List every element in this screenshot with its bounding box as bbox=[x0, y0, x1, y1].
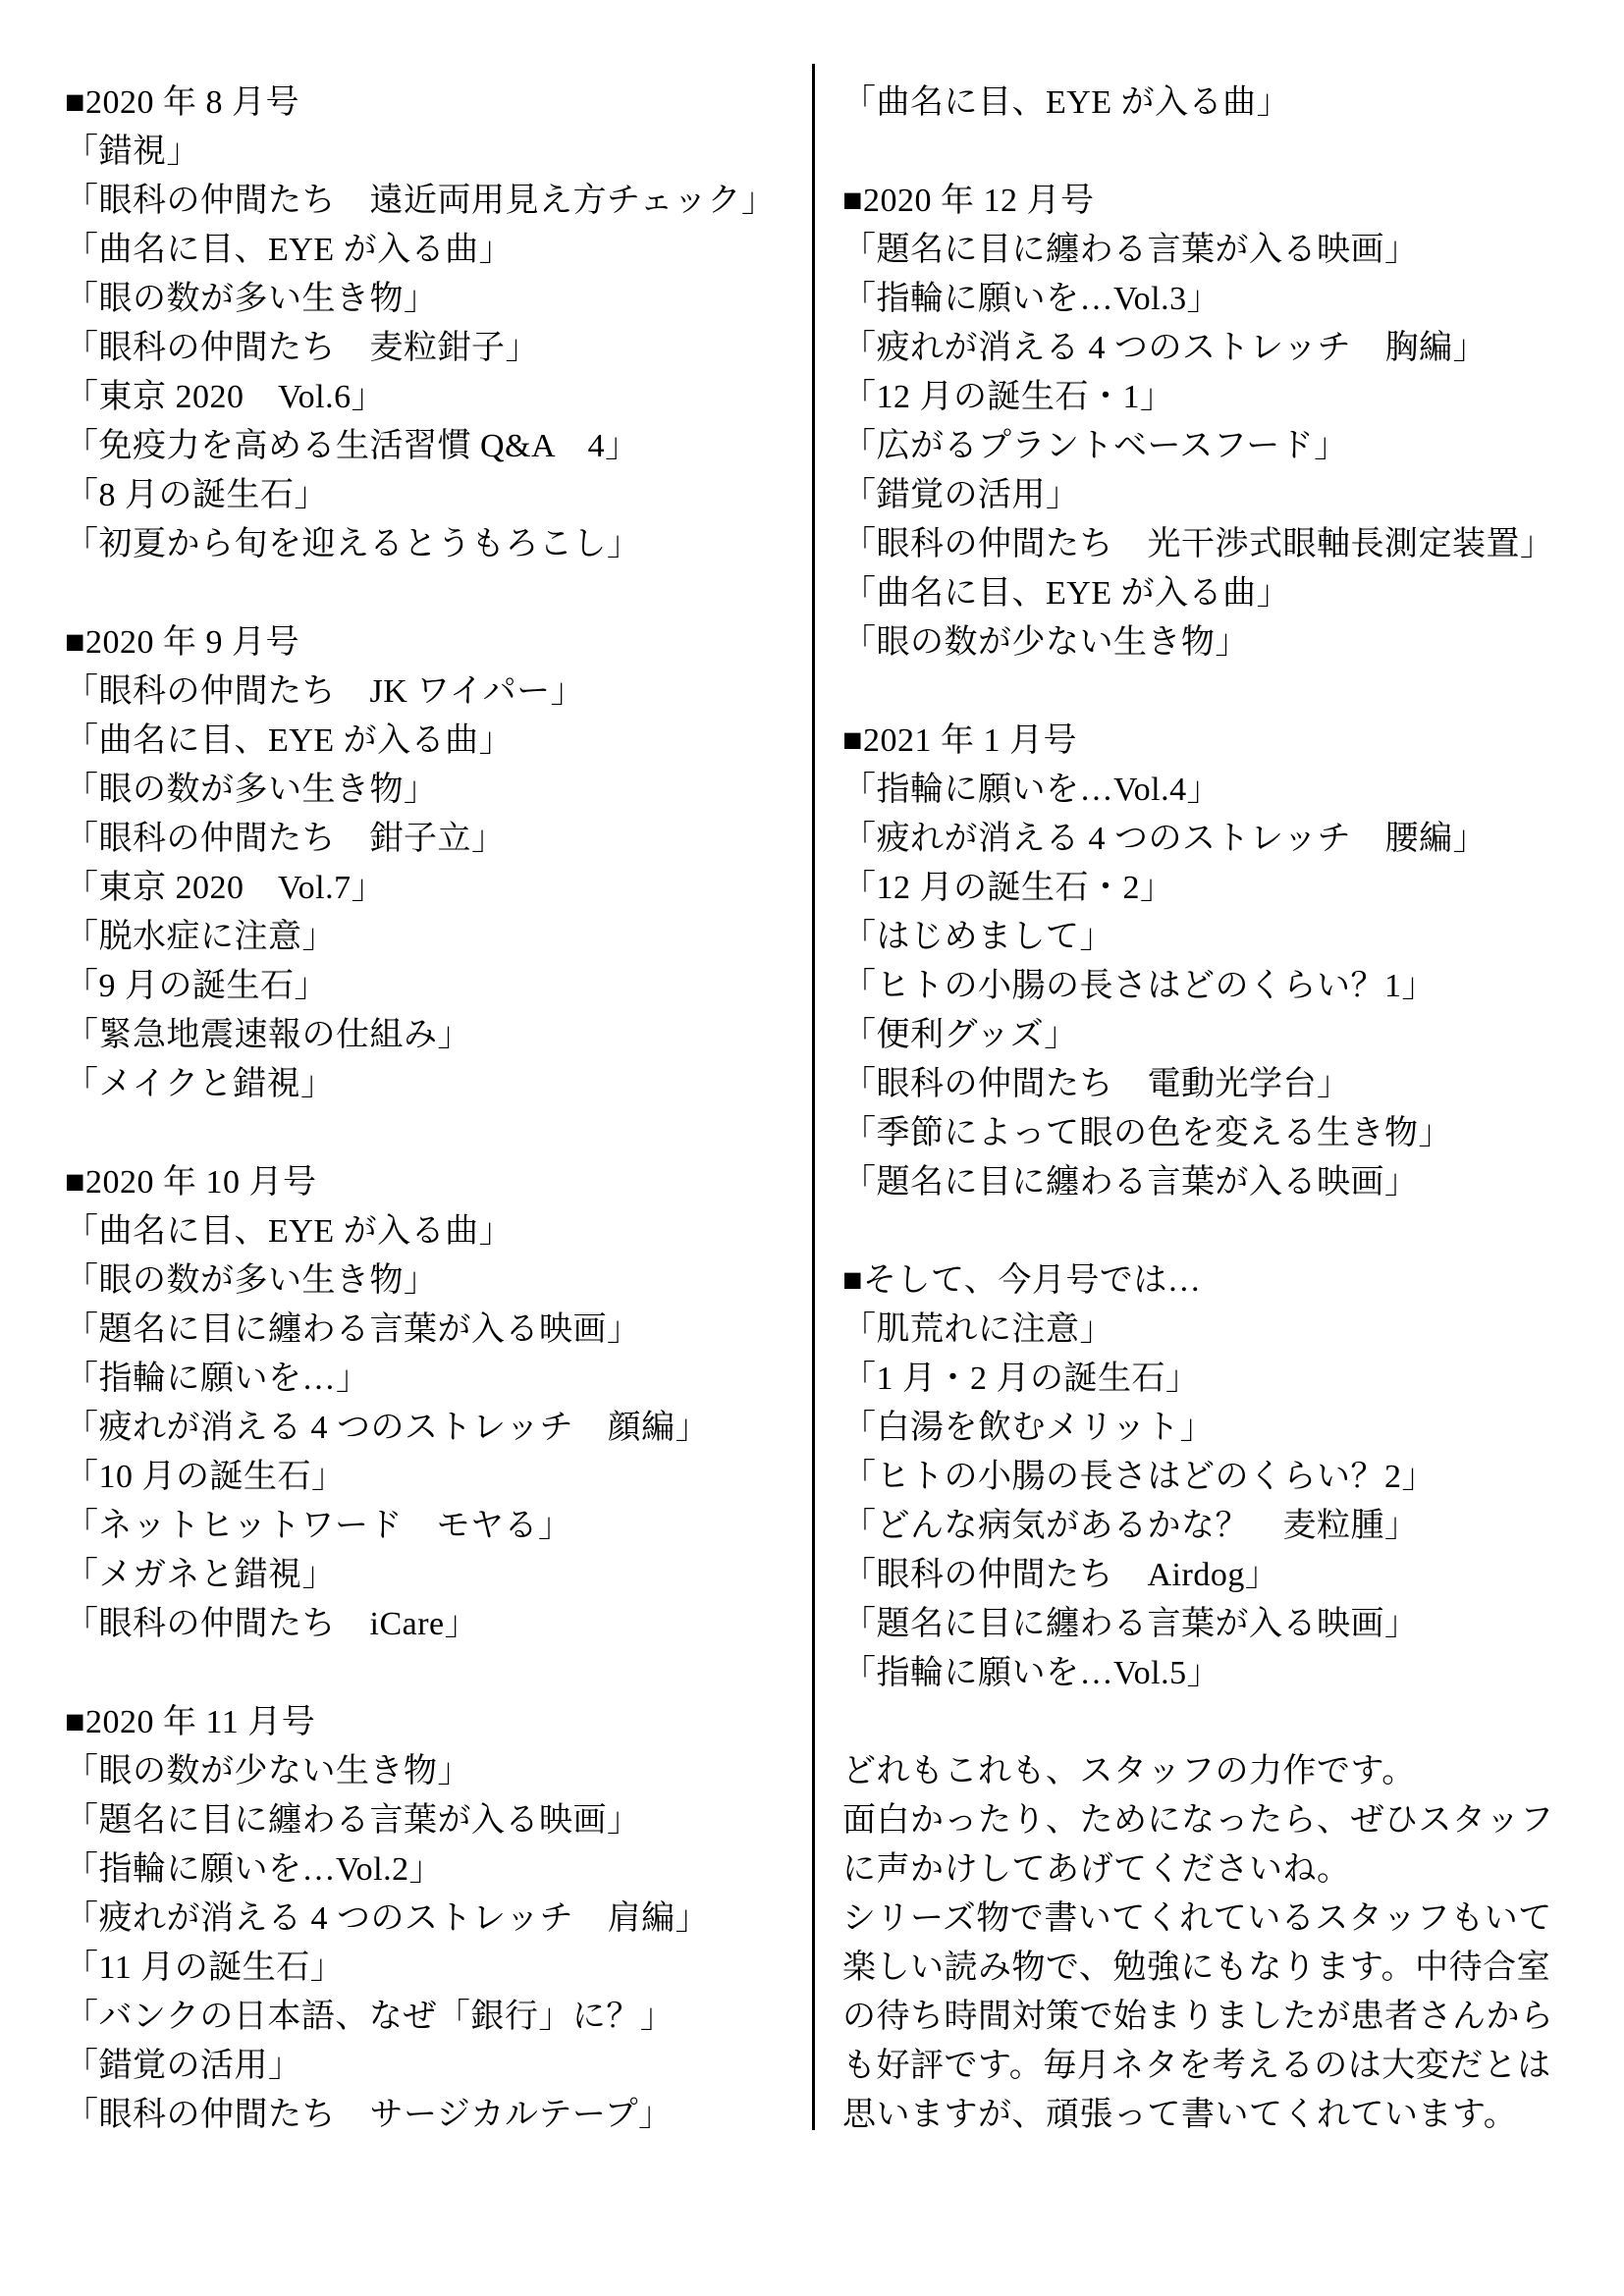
article-title: 「指輪に願いを…Vol.3」 bbox=[842, 281, 1221, 317]
blank-line bbox=[65, 1109, 801, 1158]
article-title: 「肌荒れに注意」 bbox=[842, 1311, 1113, 1348]
article-title: 「錯覚の活用」 bbox=[842, 477, 1080, 513]
article-title: 「メイクと錯視」 bbox=[65, 1066, 335, 1102]
column-divider bbox=[812, 64, 815, 2130]
article-title: 「指輪に願いを…」 bbox=[65, 1361, 370, 1397]
article-title: 「曲名に目、EYE が入る曲」 bbox=[65, 722, 514, 759]
right-column bbox=[842, 79, 1598, 2140]
article-title: 「眼科の仲間たち 電動光学台」 bbox=[842, 1066, 1351, 1102]
blank-line bbox=[65, 569, 801, 618]
article-title: 「ヒトの小腸の長さはどのくらい？2」 bbox=[842, 1459, 1435, 1495]
article-title: 「9 月の誕生石」 bbox=[65, 968, 328, 1004]
article-title: 「疲れが消える 4 つのストレッチ 顔編」 bbox=[65, 1410, 710, 1446]
article-title: 「広がるプラントベースフード」 bbox=[842, 428, 1348, 464]
article-title: 「白湯を飲むメリット」 bbox=[842, 1410, 1215, 1446]
article-title: 「1 月・2 月の誕生石」 bbox=[842, 1361, 1200, 1397]
article-title: 「曲名に目、EYE が入る曲」 bbox=[65, 232, 514, 268]
article-title: 「曲名に目、EYE が入る曲」 bbox=[842, 575, 1291, 612]
paragraph-line: 楽しい読み物で、勉強にもなります。中待合室 bbox=[842, 1949, 1551, 1986]
blank-line bbox=[842, 1207, 1598, 1256]
article-title: 「疲れが消える 4 つのストレッチ 腰編」 bbox=[842, 821, 1488, 857]
left-column bbox=[65, 79, 801, 2140]
article-title: 「題名に目に纏わる言葉が入る映画」 bbox=[842, 1606, 1419, 1642]
article-title: 「眼科の仲間たち iCare」 bbox=[65, 1606, 479, 1642]
article-title: 「はじめまして」 bbox=[842, 919, 1113, 955]
article-title: 「8 月の誕生石」 bbox=[65, 477, 328, 513]
article-title: 「眼の数が少ない生き物」 bbox=[842, 624, 1249, 661]
paragraph-line: も好評です。毎月ネタを考えるのは大変だとは bbox=[842, 2048, 1551, 2084]
article-title: 「題名に目に纏わる言葉が入る映画」 bbox=[65, 1311, 641, 1348]
article-title: 「10 月の誕生石」 bbox=[65, 1459, 346, 1495]
paragraph-line: に声かけしてあげてくださいね。 bbox=[842, 1851, 1351, 1888]
article-title: 「題名に目に纏わる言葉が入る映画」 bbox=[842, 232, 1419, 268]
article-title: 「ヒトの小腸の長さはどのくらい？1」 bbox=[842, 968, 1435, 1004]
article-title: 「便利グッズ」 bbox=[842, 1017, 1078, 1053]
blank-line bbox=[842, 1698, 1598, 1747]
article-title: 「眼科の仲間たち Airdog」 bbox=[842, 1557, 1279, 1593]
article-title: 「指輪に願いを…Vol.5」 bbox=[842, 1655, 1221, 1691]
article-title: 「指輪に願いを…Vol.4」 bbox=[842, 772, 1221, 808]
article-title: 「季節によって眼の色を変える生き物」 bbox=[842, 1115, 1452, 1151]
issue-header: ■2021 年 1 月号 bbox=[842, 722, 1078, 759]
article-title: 「脱水症に注意」 bbox=[65, 919, 336, 955]
paragraph-line: 思いますが、頑張って書いてくれています。 bbox=[842, 2097, 1518, 2133]
article-title: 「緊急地震速報の仕組み」 bbox=[65, 1017, 471, 1053]
article-title: 「東京 2020 Vol.6」 bbox=[65, 379, 386, 415]
article-title: 「眼の数が多い生き物」 bbox=[65, 281, 438, 317]
blank-line bbox=[842, 667, 1598, 717]
article-title: 「12 月の誕生石・1」 bbox=[842, 379, 1174, 415]
article-title: 「眼の数が多い生き物」 bbox=[65, 772, 438, 808]
article-title: 「12 月の誕生石・2」 bbox=[842, 870, 1174, 906]
article-title: 「バンクの日本語、なぜ「銀行」に？」 bbox=[65, 1999, 675, 2035]
article-title: 「指輪に願いを…Vol.2」 bbox=[65, 1851, 444, 1888]
article-title: 「眼の数が少ない生き物」 bbox=[65, 1753, 471, 1789]
article-title: 「東京 2020 Vol.7」 bbox=[65, 870, 386, 906]
article-title: 「メガネと錯視」 bbox=[65, 1557, 336, 1593]
issue-header: ■2020 年 10 月号 bbox=[65, 1164, 317, 1201]
article-title: 「題名に目に纏わる言葉が入る映画」 bbox=[65, 1802, 641, 1839]
article-title: 「眼科の仲間たち 遠近両用見え方チェック」 bbox=[65, 183, 776, 219]
article-title: 「眼科の仲間たち サージカルテープ」 bbox=[65, 2097, 673, 2133]
article-title: 「眼科の仲間たち 光干渉式眼軸長測定装置」 bbox=[842, 526, 1554, 562]
article-title: 「眼科の仲間たち 麦粒鉗子」 bbox=[65, 330, 539, 366]
paragraph-line: どれもこれも、スタッフの力作です。 bbox=[842, 1753, 1416, 1789]
article-title: 「どんな病気があるかな？ 麦粒腫」 bbox=[842, 1508, 1419, 1544]
article-title: 「曲名に目、EYE が入る曲」 bbox=[65, 1213, 514, 1250]
issue-header: ■そして、今月号では… bbox=[842, 1262, 1202, 1299]
blank-line bbox=[842, 128, 1598, 177]
article-title: 「錯視」 bbox=[65, 133, 200, 170]
article-title: 「初夏から旬を迎えるとうもろこし」 bbox=[65, 526, 641, 562]
article-title: 「眼科の仲間たち 鉗子立」 bbox=[65, 821, 506, 857]
article-title: 「錯覚の活用」 bbox=[65, 2048, 302, 2084]
issue-header: ■2020 年 11 月号 bbox=[65, 1704, 316, 1740]
article-title: 「眼科の仲間たち JK ワイパー」 bbox=[65, 673, 585, 710]
article-title: 「疲れが消える 4 つのストレッチ 胸編」 bbox=[842, 330, 1488, 366]
article-title: 「ネットヒットワード モヤる」 bbox=[65, 1508, 572, 1544]
paragraph-line: の待ち時間対策で始まりましたが患者さんから bbox=[842, 1999, 1554, 2035]
blank-line bbox=[65, 1649, 801, 1698]
article-title: 「疲れが消える 4 つのストレッチ 肩編」 bbox=[65, 1900, 710, 1937]
issue-header: ■2020 年 8 月号 bbox=[65, 84, 300, 121]
paragraph-line: シリーズ物で書いてくれているスタッフもいて bbox=[842, 1900, 1552, 1937]
issue-header: ■2020 年 12 月号 bbox=[842, 183, 1095, 219]
article-title: 「眼の数が多い生き物」 bbox=[65, 1262, 438, 1299]
article-title: 「曲名に目、EYE が入る曲」 bbox=[842, 84, 1291, 121]
issue-header: ■2020 年 9 月号 bbox=[65, 624, 300, 661]
article-title: 「免疫力を高める生活習慣 Q&A 4」 bbox=[65, 428, 639, 464]
article-title: 「11 月の誕生石」 bbox=[65, 1949, 345, 1986]
paragraph-line: 面白かったり、ためになったら、ぜひスタッフ bbox=[842, 1802, 1554, 1839]
article-title: 「題名に目に纏わる言葉が入る映画」 bbox=[842, 1164, 1419, 1201]
